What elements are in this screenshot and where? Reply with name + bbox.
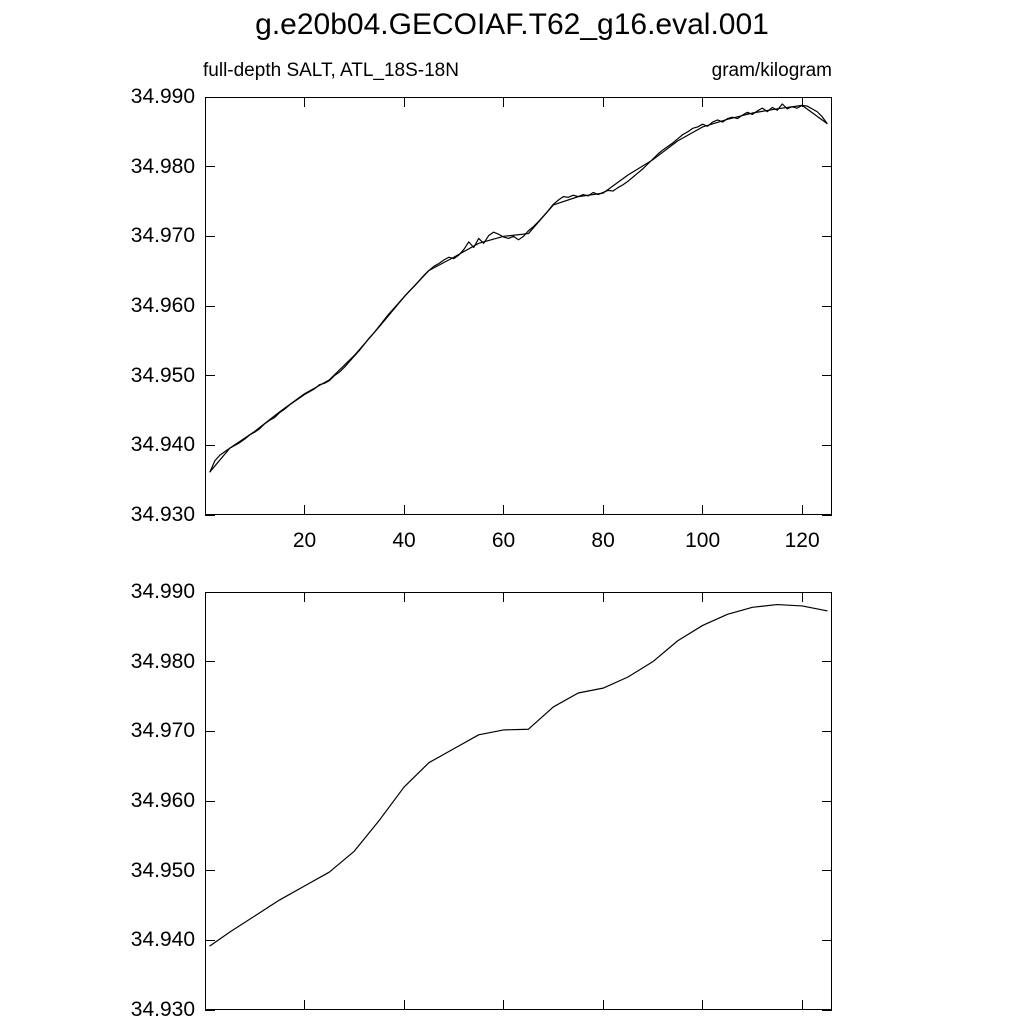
y-tickmark: [205, 236, 215, 237]
y-tick-label: 34.950: [130, 858, 195, 882]
x-tick-label: 100: [685, 529, 721, 552]
y-tickmark: [205, 445, 215, 446]
y-tick-label: 34.940: [130, 433, 195, 457]
y-tick-label: 34.970: [130, 719, 195, 743]
x-tickmark: [802, 505, 803, 515]
y-tick-label: 34.940: [130, 928, 195, 952]
y-tickmark: [205, 515, 215, 516]
y-tickmark: [205, 592, 215, 593]
y-tickmark: [822, 940, 832, 941]
x-tick-label: 20: [292, 529, 317, 552]
x-tickmark: [304, 97, 305, 107]
y-tickmark: [822, 731, 832, 732]
top-plot-series: [205, 97, 832, 515]
x-tickmark: [702, 1000, 703, 1010]
series-line: [210, 105, 827, 471]
x-tickmark: [802, 592, 803, 602]
y-tickmark: [205, 1010, 215, 1011]
x-tickmark: [702, 592, 703, 602]
series-line: [210, 605, 827, 946]
page-title: g.e20b04.GECOIAF.T62_g16.eval.001: [255, 8, 769, 41]
y-tickmark: [822, 236, 832, 237]
y-tickmark: [822, 1010, 832, 1011]
y-tickmark: [205, 870, 215, 871]
x-tickmark: [802, 97, 803, 107]
y-tickmark: [822, 661, 832, 662]
y-tick-label: 34.990: [130, 85, 195, 108]
y-tickmark: [822, 592, 832, 593]
x-tickmark: [404, 97, 405, 107]
x-tickmark: [603, 1000, 604, 1010]
x-tickmark: [503, 1000, 504, 1010]
y-tickmark: [205, 731, 215, 732]
y-tickmark: [205, 97, 215, 98]
y-tick-label: 34.980: [130, 154, 195, 178]
bottom-plot-series: [205, 592, 832, 1010]
y-tickmark: [822, 801, 832, 802]
x-tickmark: [603, 592, 604, 602]
panel-units-label: gram/kilogram: [711, 60, 832, 81]
y-tickmark: [822, 870, 832, 871]
y-tickmark: [205, 306, 215, 307]
y-tick-label: 34.980: [130, 649, 195, 673]
x-tickmark: [603, 97, 604, 107]
x-tick-label: 60: [491, 529, 516, 552]
x-tickmark: [503, 592, 504, 602]
x-tickmark: [603, 505, 604, 515]
x-tickmark: [404, 592, 405, 602]
x-tickmark: [503, 505, 504, 515]
y-tick-label: 34.990: [130, 580, 195, 603]
panel-subtitle-left: full-depth SALT, ATL_18S-18N: [203, 60, 459, 81]
y-tickmark: [822, 306, 832, 307]
y-tick-label: 34.960: [130, 789, 195, 812]
x-tickmark: [503, 97, 504, 107]
x-tickmark: [304, 592, 305, 602]
y-tickmark: [205, 375, 215, 376]
y-tick-label: 34.930: [130, 998, 195, 1021]
x-tickmark: [802, 1000, 803, 1010]
y-tickmark: [205, 801, 215, 802]
y-tick-label: 34.960: [130, 294, 195, 317]
y-tickmark: [822, 515, 832, 516]
x-tickmark: [404, 505, 405, 515]
x-tick-label: 120: [784, 529, 820, 552]
y-tickmark: [822, 445, 832, 446]
y-tickmark: [205, 166, 215, 167]
x-tickmark: [702, 505, 703, 515]
series-line: [210, 104, 827, 472]
x-tickmark: [702, 97, 703, 107]
y-tickmark: [822, 166, 832, 167]
y-tickmark: [822, 375, 832, 376]
y-tickmark: [822, 97, 832, 98]
y-tick-label: 34.930: [130, 503, 195, 526]
x-tick-label: 80: [591, 529, 615, 552]
x-tickmark: [304, 505, 305, 515]
y-tickmark: [205, 940, 215, 941]
y-tick-label: 34.970: [130, 224, 195, 248]
x-tick-label: 40: [392, 529, 416, 552]
x-tickmark: [304, 1000, 305, 1010]
y-tickmark: [205, 661, 215, 662]
x-tickmark: [404, 1000, 405, 1010]
y-tick-label: 34.950: [130, 363, 195, 387]
